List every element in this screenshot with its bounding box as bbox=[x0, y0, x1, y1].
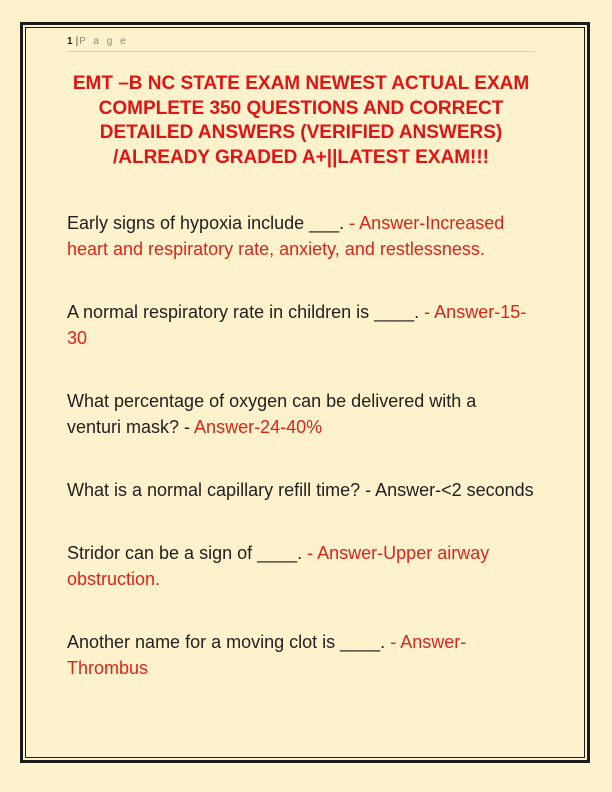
question-text: Stridor can be a sign of ____. bbox=[67, 543, 308, 563]
title-line-2: COMPLETE 350 QUESTIONS AND CORRECT bbox=[98, 97, 504, 119]
qa-item bbox=[67, 388, 535, 440]
qa-item bbox=[67, 299, 535, 351]
title-line-1: EMT –B NC STATE EXAM NEWEST ACTUAL EXAM bbox=[72, 73, 530, 94]
answer-text: - Answer-15-30 bbox=[67, 302, 527, 348]
answer-text: Answer-24-40% bbox=[194, 417, 323, 437]
qa-list bbox=[67, 210, 535, 681]
question-text: Early signs of hypoxia include ___. bbox=[67, 213, 350, 233]
qa-item bbox=[67, 629, 535, 681]
title-line-4: /ALREADY GRADED A+||LATEST EXAM!!! bbox=[112, 146, 490, 168]
question-text: What percentage of oxygen can be delivered with a venturi mask? - bbox=[67, 391, 477, 437]
header-rule bbox=[67, 51, 535, 52]
question-text: What is a normal capillary refill time? - Answer-<2 seconds bbox=[67, 480, 534, 500]
page-header bbox=[67, 36, 535, 47]
answer-text: - Answer-Thrombus bbox=[67, 632, 467, 678]
title-line-3: DETAILED ANSWERS (VERIFIED ANSWERS) bbox=[99, 122, 503, 143]
question-text: A normal respiratory rate in children is ____. bbox=[67, 302, 425, 322]
document-title bbox=[67, 72, 535, 170]
answer-text: - Answer-Increased heart and respiratory rate, anxiety, and restlessness. bbox=[67, 213, 505, 259]
qa-item bbox=[67, 540, 535, 592]
qa-item bbox=[67, 210, 535, 262]
question-text: Another name for a moving clot is ____. bbox=[67, 632, 391, 652]
page-border-inner bbox=[25, 27, 585, 758]
qa-item bbox=[67, 477, 535, 503]
page-border-frame bbox=[20, 22, 590, 763]
page-number-separator: | bbox=[75, 36, 79, 47]
answer-text: - Answer-Upper airway obstruction. bbox=[67, 543, 490, 589]
page-word: P a g e bbox=[79, 36, 129, 47]
page-number: 1 bbox=[67, 36, 74, 47]
